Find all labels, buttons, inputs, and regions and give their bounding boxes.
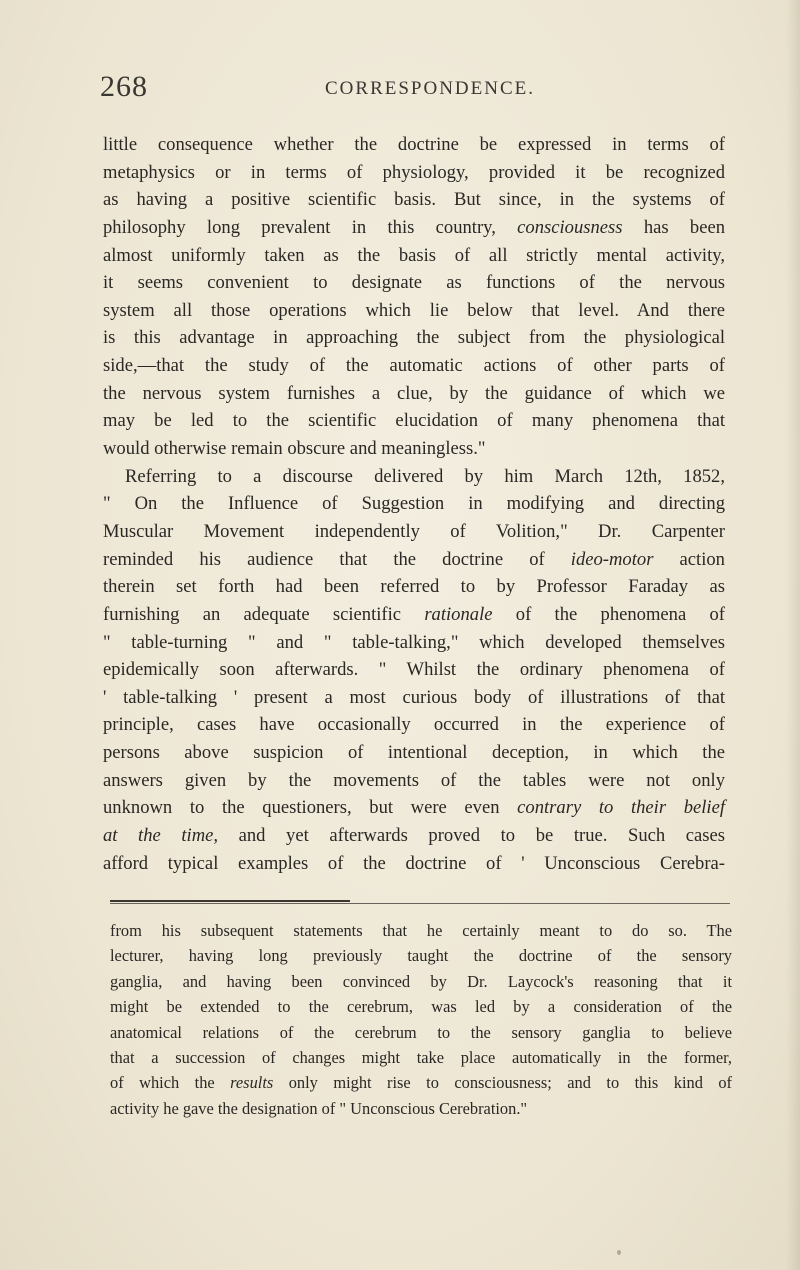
italic-phrase: rationale: [424, 603, 493, 625]
text-run: ganglia, and having been convinced by Dr. Laycock's reasoning that it: [110, 971, 732, 991]
text-run: therein set forth had been referred to by Professor Faraday as: [103, 576, 725, 598]
text-run: principle, cases have occasionally occurred in the experience of: [103, 714, 725, 736]
text-run: reminded his audience that the doctrine of: [103, 548, 571, 570]
text-run: persons above suspicion of intentional deception, in which the: [103, 742, 725, 764]
text-line: [103, 850, 725, 878]
text-run: is this advantage in approaching the subject from the physiological: [103, 327, 725, 349]
text-line: [103, 297, 725, 325]
text-line: [103, 822, 725, 850]
italic-phrase: consciousness: [517, 216, 623, 238]
paper-speck: [617, 1250, 621, 1255]
text-run: that a succession of changes might take place automatically in the former,: [110, 1047, 732, 1067]
page-number: 268: [100, 70, 148, 103]
text-line: [103, 463, 725, 491]
text-line: [103, 767, 725, 795]
text-line: [103, 629, 725, 657]
text-line: [103, 739, 725, 767]
footnote-line: [110, 1096, 732, 1121]
text-line: [103, 656, 725, 684]
italic-phrase: at the time,: [103, 825, 219, 847]
text-line: [103, 352, 725, 380]
text-line: [103, 518, 725, 546]
text-run: " On the Influence of Suggestion in modifying and directing: [103, 493, 725, 515]
text-line: [103, 573, 725, 601]
italic-phrase: ideo-motor: [570, 548, 654, 570]
footnote-line: [110, 943, 732, 968]
text-line: [103, 546, 725, 574]
running-head: CORRESPONDENCE.: [325, 78, 535, 99]
text-run: the nervous system furnishes a clue, by the guidance of which we: [103, 382, 725, 404]
text-run: only might rise to consciousness; and to this kind of: [273, 1073, 733, 1093]
text-run: epidemically soon afterwards. " Whilst the ordinary phenomena of: [103, 659, 725, 681]
text-line: [103, 214, 725, 242]
text-line: [103, 490, 725, 518]
text-run: anatomical relations of the cerebrum to the sensory ganglia to believe: [110, 1022, 732, 1042]
footnote-line: [110, 1070, 732, 1095]
text-run: from his subsequent statements that he certainly meant to do so. The: [110, 921, 732, 940]
text-line: [103, 324, 725, 352]
text-run: almost uniformly taken as the basis of all strictly mental activity,: [103, 244, 725, 266]
italic-phrase: results: [230, 1073, 274, 1093]
text-line: [103, 380, 725, 408]
text-line: [103, 794, 725, 822]
footnote-rule-long: [110, 903, 730, 904]
footnote-rule-short: [110, 900, 350, 902]
text-line: [103, 131, 725, 159]
page-header: [100, 70, 720, 110]
text-run: as having a positive scientific basis. But since, in the systems of: [103, 189, 725, 211]
text-run: Muscular Movement independently of Volition," Dr. Carpenter: [103, 520, 725, 542]
text-run: may be led to the scientific elucidation of many phenomena that: [103, 410, 725, 432]
footnote: [110, 918, 732, 1121]
footnote-line: [110, 1045, 732, 1070]
text-run: metaphysics or in terms of physiology, provided it be recognized: [103, 161, 725, 183]
footnote-separator: [110, 900, 730, 906]
text-run: Referring to a discourse delivered by him March 12th, 1852,: [125, 465, 725, 487]
text-run: side,—that the study of the automatic actions of other parts of: [103, 355, 725, 377]
text-run: has been: [622, 216, 725, 238]
text-run: and yet afterwards proved to be true. Such cases: [218, 825, 725, 847]
text-line: [103, 435, 725, 463]
text-line: [103, 269, 725, 297]
text-run: it seems convenient to designate as functions of the nervous: [103, 272, 725, 294]
footnote-line: [110, 918, 732, 943]
text-run: philosophy long prevalent in this country,: [103, 216, 518, 238]
footnote-line: [110, 994, 732, 1019]
text-line: [103, 407, 725, 435]
body-text: [103, 131, 725, 877]
text-run: " table-turning " and " table-talking," which developed themselves: [103, 631, 725, 653]
footnote-line: [110, 969, 732, 994]
text-run: of which the: [110, 1073, 231, 1093]
text-run: little consequence whether the doctrine be expressed in terms of: [103, 134, 725, 155]
text-line: [103, 186, 725, 214]
text-line: [103, 159, 725, 187]
text-run: might be extended to the cerebrum, was led by a consideration of the: [110, 997, 732, 1017]
page-edge-shadow: [786, 0, 800, 1270]
text-run: action: [653, 548, 725, 570]
text-line: [103, 601, 725, 629]
text-run: afford typical examples of the doctrine of ' Unconscious Cerebra-: [103, 852, 725, 874]
text-run: of the phenomena of: [492, 603, 726, 625]
text-run: ' table-talking ' present a most curious body of illustrations of that: [103, 686, 725, 708]
text-run: answers given by the movements of the tables were not only: [103, 769, 725, 791]
italic-phrase: contrary to their belief: [517, 797, 725, 819]
footnote-line: [110, 1020, 732, 1045]
text-line: [103, 684, 725, 712]
text-run: lecturer, having long previously taught the doctrine of the sensory: [110, 946, 732, 966]
text-run: unknown to the questioners, but were even: [103, 797, 518, 819]
text-line: [103, 711, 725, 739]
text-run: would otherwise remain obscure and meaningless.": [103, 438, 486, 460]
text-run: activity he gave the designation of " Unconscious Cerebration.": [110, 1098, 528, 1118]
text-run: system all those operations which lie below that level. And there: [103, 299, 725, 321]
text-run: furnishing an adequate scientific: [103, 603, 425, 625]
text-line: [103, 242, 725, 270]
